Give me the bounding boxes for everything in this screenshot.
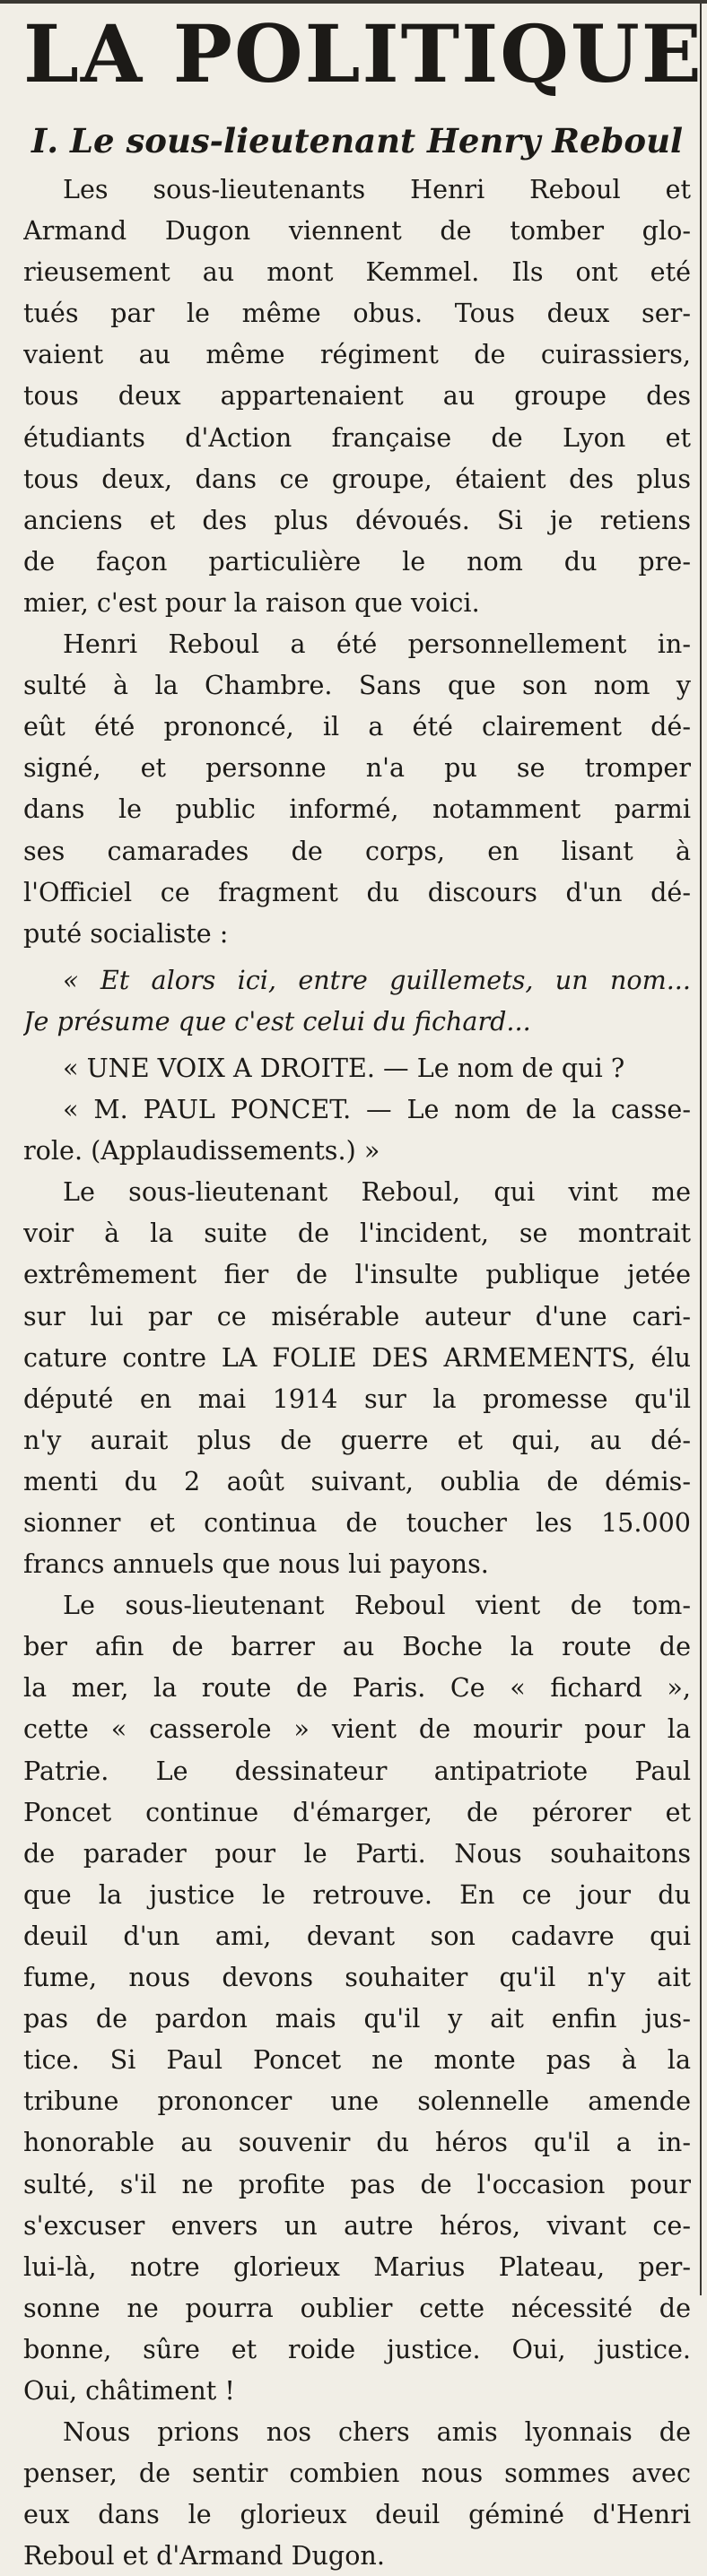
text-line: Henri Reboul a été personnellement in- [63,629,691,660]
quote-line: « UNE VOIX A DROITE. — Le nom de qui ? [63,1052,625,1083]
text-line: étudiants d'Action française de Lyon et [23,421,691,453]
quote-line: role. (Applaudissements.) » [23,1135,380,1167]
text-line: extrêmement fier de l'insulte publique jetée [23,1259,691,1290]
subheading: I. Le sous-lieutenant Henry Reboul [31,121,684,160]
text-line: sonne ne pourra oublier cette nécessité de [23,2292,691,2323]
text-line: n'y aurait plus de guerre et qui, au dé- [23,1424,691,1455]
text-line: puté socialiste : [23,917,229,949]
text-line: Poncet continue d'émarger, de pérorer et [23,1796,691,1827]
text-line: menti du 2 août suivant, oublia de démis- [23,1465,691,1496]
text-line: la mer, la route de Paris. Ce « fichard », [23,1672,691,1704]
text-line: Oui, châtiment ! [23,2374,235,2406]
text-line: dans le public informé, notamment parmi [23,794,691,825]
text-line: cette « casserole » vient de mourir pour la [23,1713,691,1745]
text-line: Patrie. Le dessinateur antipatriote Paul [23,1755,691,1786]
text-line: sur lui par ce misérable auteur d'une cari- [23,1300,691,1331]
text-line: signé, et personne n'a pu se tromper [23,752,691,784]
article-body [23,169,691,2576]
text-line: l'Officiel ce fragment du discours d'un dé- [23,876,691,907]
text-line: tués par le même obus. Tous deux ser- [23,298,691,329]
text-line: lui-là, notre glorieux Marius Plateau, per- [23,2251,691,2282]
text-line: tous deux, dans ce groupe, étaient des plus [23,463,691,494]
text-line: tous deux appartenaient au groupe des [23,380,691,412]
text-line: penser, de sentir combien nous sommes avec [23,2458,691,2489]
text-line: rieusement au mont Kemmel. Ils ont eté [23,256,691,288]
text-line: que la justice le retrouve. En ce jour du [23,1878,691,1910]
text-line: Reboul et d'Armand Dugon. [23,2540,385,2572]
text-line: francs annuels que nous lui payons. [23,1548,489,1580]
text-line: tribune prononcer une solennelle amende [23,2086,691,2117]
quote-line: « Et alors ici, entre guillemets, un nom... [63,964,691,995]
text-line: Armand Dugon viennent de tomber glo- [23,215,691,247]
text-line: de façon particulière le nom du pre- [23,545,691,577]
text-line: eux dans le glorieux deuil géminé d'Henri [23,2499,691,2530]
text-line: mier, c'est pour la raison que voici. [23,586,480,618]
text-line: pas de pardon mais qu'il y ait enfin jus- [23,2003,691,2034]
quote-line: « M. PAUL PONCET. — Le nom de la casse- [63,1094,691,1125]
text-line: s'excuser envers un autre héros, vivant ce- [23,2209,691,2241]
text-line: vaient au même régiment de cuirassiers, [23,339,691,370]
text-line: ber afin de barrer au Boche la route de [23,1631,691,1662]
text-line: deuil d'un ami, devant son cadavre qui [23,1920,691,1951]
text-line: Nous prions nos chers amis lyonnais de [63,2416,691,2448]
text-line: cature contre LA FOLIE DES ARMEMENTS, élu [23,1341,691,1373]
quote-line: Je présume que c'est celui du fichard... [23,1005,531,1036]
text-line: anciens et des plus dévoués. Si je retiens [23,504,691,535]
text-line: sulté, s'il ne profite pas de l'occasion pour [23,2168,691,2199]
text-line: sionner et continua de toucher les 15.000 [23,1507,691,1538]
text-line: Les sous-lieutenants Henri Reboul et [63,174,691,204]
text-line: honorable au souvenir du héros qu'il a in- [23,2127,691,2158]
text-line: bonne, sûre et roide justice. Oui, justice. [23,2333,691,2364]
text-line: eût été prononcé, il a été clairement dé- [23,711,691,742]
text-line: de parader pour le Parti. Nous souhaitons [23,1837,691,1869]
text-line: député en mai 1914 sur la promesse qu'il [23,1383,691,1414]
text-line: voir à la suite de l'incident, se montrait [23,1218,691,1249]
text-line: Le sous-lieutenant Reboul, qui vint me [63,1176,691,1208]
text-line: sulté à la Chambre. Sans que son nom y [23,670,691,701]
text-line: fume, nous devons souhaiter qu'il n'y ait [23,1962,691,1993]
headline: LA POLITIQUE [23,7,703,100]
text-line: ses camarades de corps, en lisant à [23,835,691,866]
text-line: tice. Si Paul Poncet ne monte pas à la [23,2044,691,2076]
text-line: Le sous-lieutenant Reboul vient de tom- [63,1590,691,1621]
